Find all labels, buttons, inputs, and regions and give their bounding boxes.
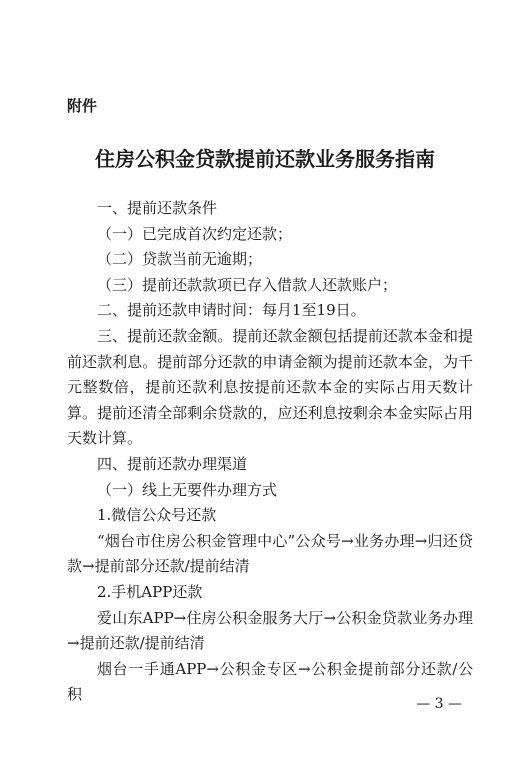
section-heading-conditions: 一、提前还款条件: [97, 199, 218, 217]
section-heading-time: 二、提前还款申请时间：每月1至19日。: [97, 301, 366, 320]
page-number: — 3 —: [416, 696, 462, 712]
attachment-label: 附件: [67, 97, 98, 115]
item-app-path-1: 爱山东APP→住房公积金服务大厅→公积金贷款业务办理→提前还款/提前结清: [67, 608, 473, 653]
document-title: 住房公积金贷款提前还款业务服务指南: [95, 147, 435, 171]
item-wechat-heading: 1.微信公众号还款: [97, 506, 217, 525]
document-body: [67, 196, 473, 708]
item-wechat-path: “烟台市住房公积金管理中心”公众号→业务办理→归还贷款→提前部分还款/提前结清: [67, 531, 473, 576]
condition-item-3: （三）提前还款款项已存入借款人还款账户；: [97, 275, 398, 294]
section-amount-paragraph: 三、提前还款金额。提前还款金额包括提前还款本金和提前还款利息。提前部分还款的申请金额为提前还款本金，为千元整数倍，提前还款利息按提前还款本金的实际占用天数计算。提前还清全部剩余贷款的，应还利息按剩余本金实际占用天数计算。: [67, 326, 473, 448]
item-app-heading: 2.手机APP还款: [97, 582, 203, 601]
condition-item-2: （二）贷款当前无逾期；: [97, 250, 263, 269]
condition-item-1: （一）已完成首次约定还款；: [97, 224, 293, 243]
section-heading-channels: 四、提前还款办理渠道: [97, 454, 248, 473]
subsection-online: （一）线上无要件办理方式: [97, 480, 278, 499]
item-app-path-2: 烟台一手通APP→公积金专区→公积金提前部分还款/公积: [67, 659, 473, 704]
